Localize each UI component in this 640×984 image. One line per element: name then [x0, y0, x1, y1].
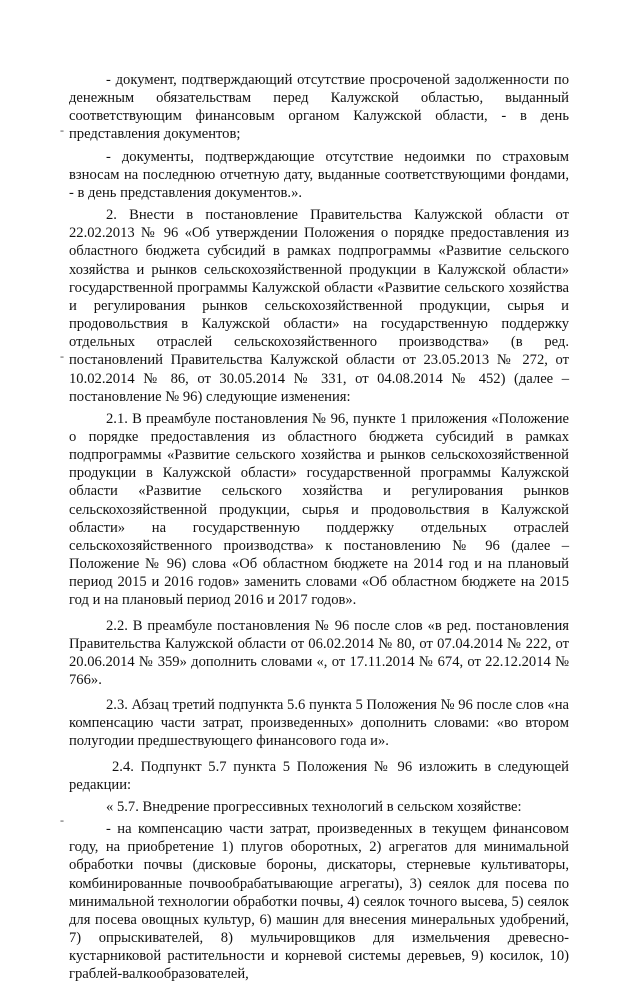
- paragraph: 2. Внести в постановление Правительства Калужской области от 22.02.2013 № 96 «Об утверждении Положения о порядке предоставления из областного бюджета субсидий в рамках подпрограммы «Развитие сельского хозяйства и рынков сельскохозяйственной продукции в Калужской области» государственной программы Калужской области «Развитие сельского хозяйства и регулирования рынков сельскохозяйственной продукции, сырья и продовольствия в Калужской области» на государственную поддержку отдельных отраслей сельскохозяйственного производства» (в ред. постановлений Правительства Калужской области от 23.05.2013 № 272, от 10.02.2014 № 86, от 30.05.2014 № 331, от 04.08.2014 № 452) (далее – постановление № 96) следующие изменения:: [69, 207, 569, 405]
- margin-mark: -: [60, 349, 64, 363]
- document-body: [69, 71, 569, 984]
- paragraph: 2.2. В преамбуле постановления № 96 после слов «в ред. постановления Правительства Калужской области от 06.02.2014 № 80, от 07.04.2014 № 222, от 20.06.2014 № 359» дополнить словами «, от 17.11.2014 № 674, от 22.12.2014 № 766».: [69, 617, 569, 688]
- paragraph: 2.1. В преамбуле постановления № 96, пункте 1 приложения «Положение о порядке предоставления из областного бюджета субсидий в рамках подпрограммы «Развитие сельского хозяйства и рынков сельскохозяйственной продукции в Калужской области» государственной программы Калужской области «Развитие сельского хозяйства и регулирования рынков сельскохозяйственной продукции, сырья и продовольствия в Калужской области» на государственную поддержку отдельных отраслей сельскохозяйственного производства» к постановлению № 96 (далее – Положение № 96) слова «Об областном бюджете на 2014 год и на плановый период 2015 и 2016 годов» заменить словами «Об областном бюджете на 2015 год и на плановый период 2016 и 2017 годов».: [69, 410, 569, 609]
- paragraph: 2.4. Подпункт 5.7 пункта 5 Положения № 96 изложить в следующей редакции:: [69, 758, 569, 793]
- paragraph: - на компенсацию части затрат, произведенных в текущем финансовом году, на приобретение 1) плугов оборотных, 2) агрегатов для минимальной обработки почвы (дисковые бороны, дискаторы, стерневые культиваторы, комбинированные почвообрабатывающие агрегаты), 3) сеялок для посева по минимальной технологии обработки почвы, 4) сеялок точного высева, 5) сеялок для посева овощных культур, 6) машин для внесения минеральных удобрений, 7) опрыскивателей, 8) мульчировщиков для измельчения древесно-кустарниковой растительности и корневой системы деревьев, 9) косилок, 10) граблей-валкообразователей,: [69, 821, 569, 983]
- margin-mark: -: [60, 813, 64, 827]
- paragraph: - документы, подтверждающие отсутствие недоимки по страховым взносам на последнюю отчетную дату, выданные соответствующими фондами, - в день представления документов.».: [69, 148, 569, 201]
- margin-mark: -: [60, 123, 64, 137]
- paragraph: 2.3. Абзац третий подпункта 5.6 пункта 5 Положения № 96 после слов «на компенсацию части затрат, произведенных» дополнить словами: «во втором полугодии предшествующего финансового года и».: [69, 697, 569, 750]
- paragraph: « 5.7. Внедрение прогрессивных технологий в сельском хозяйстве:: [106, 798, 522, 815]
- paragraph: - документ, подтверждающий отсутствие просроченой задолженности по денежным обязательствам перед Калужской областью, выданный соответствующим финансовым органом Калужской области, - в день представления документов;: [69, 72, 569, 143]
